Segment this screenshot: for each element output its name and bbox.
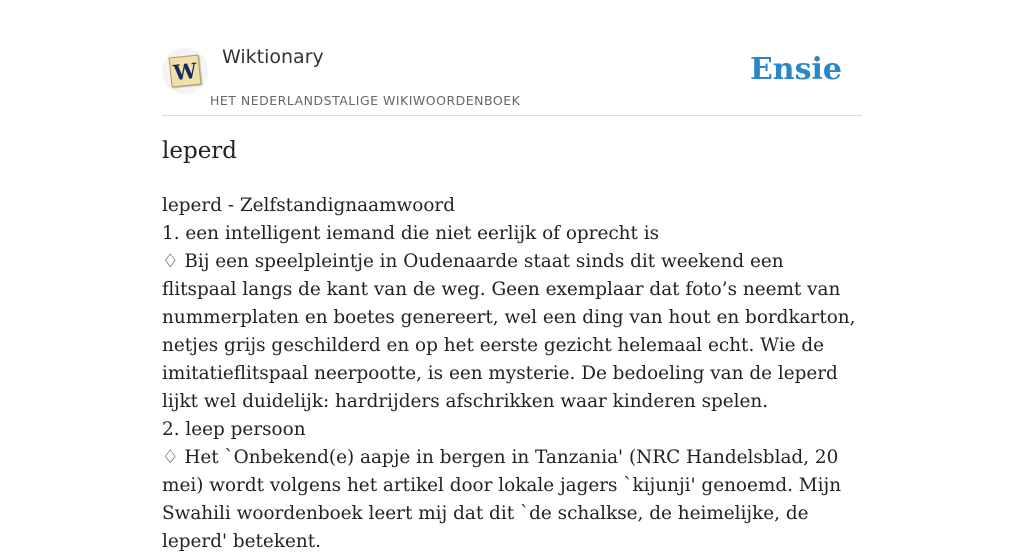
logo-letter: W [171,57,199,85]
page-title: leperd [162,138,238,164]
example-2: ♢ Het `Onbekend(e) aapje in bergen in Tanzania' (NRC Handelsblad, 20 mei) wordt volgens het artikel door lokale jagers `kijunji' genoemd. Mijn Swahili woordenboek leert mij dat dit `de schalkse, de heimelijke, de leperd' betekent. [162,447,842,552]
entry-heading-line: leperd - Zelfstandignaamwoord [162,195,455,216]
site-header [162,0,862,116]
wiktionary-logo[interactable] [162,48,208,94]
definition-1: 1. een intelligent iemand die niet eerlijk of oprecht is [162,223,660,244]
page [162,0,862,552]
wiktionary-tile-icon [169,55,202,88]
definition-2: 2. leep persoon [162,419,306,440]
site-name[interactable]: Wiktionary [222,46,324,68]
entry-content [162,192,862,556]
ensie-brand-link[interactable]: Ensie [749,52,842,87]
site-tagline: HET NEDERLANDSTALIGE WIKIWOORDENBOEK [210,93,521,108]
example-1: ♢ Bij een speelpleintje in Oudenaarde staat sinds dit weekend een flitspaal langs de kant van de weg. Geen exemplaar dat foto’s neemt van nummerplaten en boetes genereert, wel een ding van hout en bordkarton, netjes grijs geschilderd en op het eerste gezicht helemaal echt. Wie de imitatieflitspaal neerpootte, is een mysterie. De bedoeling van de leperd lijkt wel duidelijk: hardrijders afschrikken waar kinderen spelen. [162,251,856,412]
